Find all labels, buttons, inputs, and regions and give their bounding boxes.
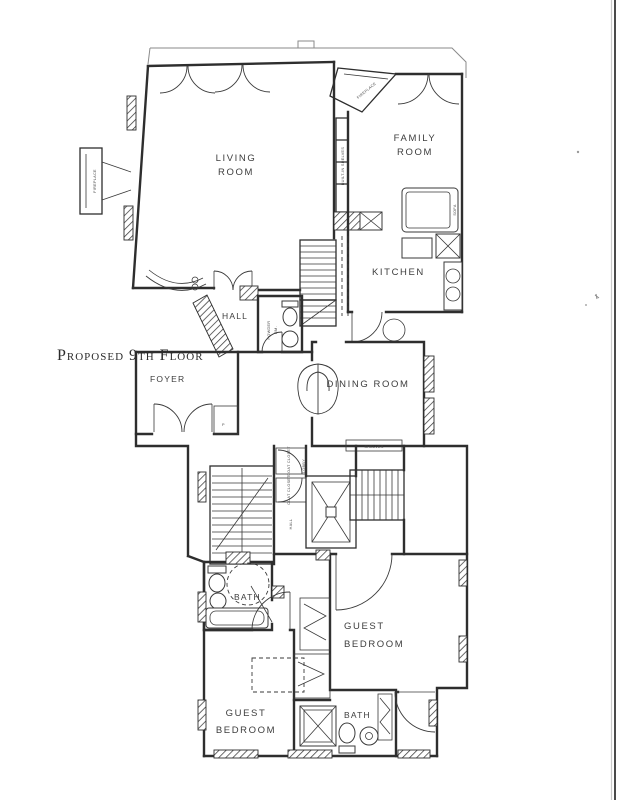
hall — [193, 271, 258, 357]
elevator — [289, 459, 356, 548]
family-room-label: FAMILY — [393, 133, 437, 144]
building-stair — [210, 466, 274, 564]
guest-bedroom-south-label: GUEST — [225, 708, 267, 719]
dining-room — [298, 342, 434, 451]
family-room-label2: ROOM — [397, 147, 433, 158]
hall-label: HALL — [222, 311, 249, 321]
closet-p-label: P — [222, 423, 225, 427]
living-room-fireplace — [80, 148, 131, 214]
lobby-label: LOBBY — [302, 458, 306, 474]
dining-room-label: DINING ROOM — [326, 379, 410, 390]
coat-closet-lower-label: COAT CLOSET — [287, 475, 291, 505]
sofa-label: SOFA — [453, 204, 457, 216]
hall-lower-label: HALL — [289, 518, 293, 530]
foyer-label: FOYER — [150, 374, 186, 384]
foyer — [136, 352, 312, 434]
guest-bedroom-east-label: GUEST — [344, 621, 385, 632]
main-stair — [300, 236, 348, 326]
coat-closet-upper-label: COAT CLOSET — [287, 446, 291, 476]
fireplace-living-label: FIREPLACE — [93, 169, 97, 193]
powder-room-label2: RM. — [274, 326, 278, 334]
guest-bedroom-east — [300, 550, 467, 690]
coat-closets — [276, 446, 306, 505]
parapet-outline — [148, 41, 466, 78]
scan-artifacts — [577, 0, 615, 800]
service-stair — [350, 470, 404, 520]
guest-bedroom-east-label2: BEDROOM — [344, 639, 405, 650]
guest-bedroom-south-label2: BEDROOM — [215, 725, 277, 736]
kitchen-label: KITCHEN — [372, 267, 425, 278]
plan-title: Proposed 9th Floor — [57, 347, 204, 364]
built-in-shelves-label: BUILT-IN SHELVES — [341, 146, 345, 186]
living-room-label2: ROOM — [218, 167, 254, 178]
built-in-shelves-wall — [334, 118, 382, 230]
bath-south — [294, 692, 437, 756]
living-room-label: LIVING — [215, 153, 257, 164]
powder-room-label: POWDER — [267, 320, 271, 340]
bath-south-label: BATH — [344, 710, 371, 720]
shelves-label: SHELVES — [364, 445, 384, 449]
living-room — [133, 62, 334, 290]
bath-middle-label: BATH — [234, 592, 261, 602]
powder-room — [258, 296, 302, 352]
west-wall-windows — [124, 96, 136, 240]
fireplace-family-label: FIREPLACE — [356, 81, 378, 100]
